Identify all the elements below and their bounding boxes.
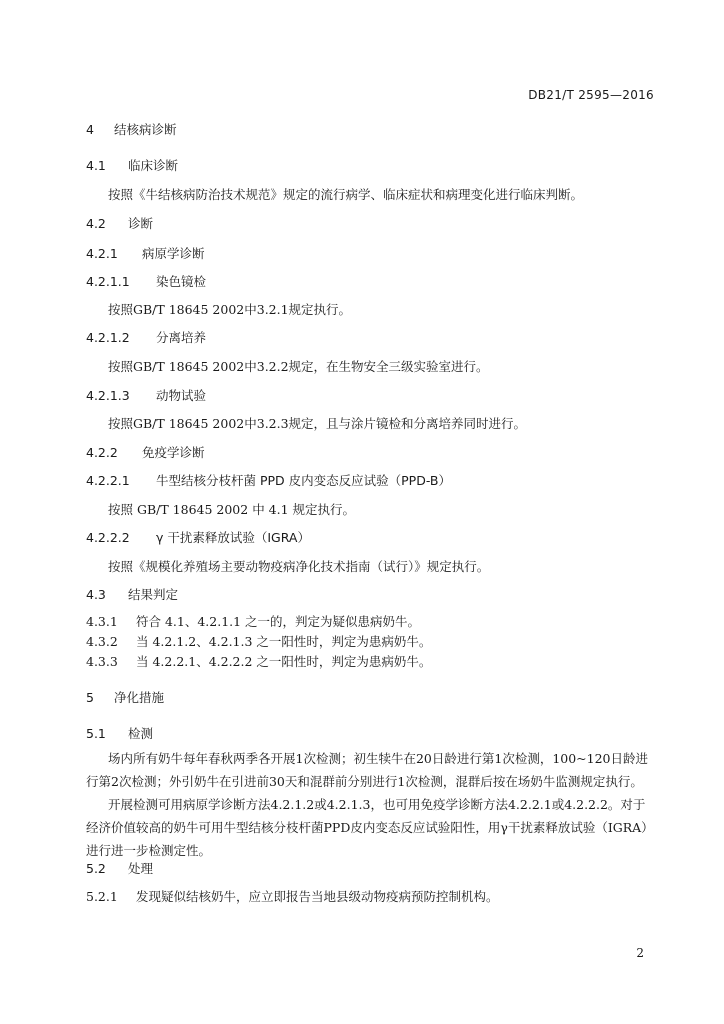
heading-title: 动物试验 <box>156 388 207 403</box>
heading-4-2-1 <box>86 244 656 262</box>
clause-number: 4.3.2 <box>86 634 118 649</box>
clause-text: 发现疑似结核奶牛，应立即报告当地县级动物疫病预防控制机构。 <box>136 889 499 904</box>
heading-title: 结核病诊断 <box>114 122 177 137</box>
heading-number: 5.2 <box>86 861 106 876</box>
heading-5 <box>86 688 656 706</box>
heading-number: 5.1 <box>86 726 106 741</box>
clause-4-3-3 <box>86 652 656 670</box>
heading-4-1 <box>86 156 656 174</box>
paragraph-4-2-1-3: 按照GB/T 18645 2002中3.2.3规定，且与涂片镜检和分离培养同时进行。 <box>108 416 527 431</box>
clause-number: 5.2.1 <box>86 889 118 904</box>
heading-title: 免疫学诊断 <box>142 445 205 460</box>
heading-4-2-2 <box>86 443 656 461</box>
heading-number: 4.2.2.1 <box>86 473 130 488</box>
heading-4-3 <box>86 585 656 603</box>
heading-4 <box>86 120 656 138</box>
paragraph-4-2-2-2: 按照《规模化养殖场主要动物疫病净化技术指南（试行）》规定执行。 <box>108 559 490 574</box>
heading-5-1 <box>86 724 656 742</box>
heading-4-2-1-1 <box>86 272 656 290</box>
heading-number: 4.2.2.2 <box>86 530 130 545</box>
paragraph-4-2-1-2: 按照GB/T 18645 2002中3.2.2规定，在生物安全三级实验室进行。 <box>108 359 489 374</box>
heading-4-2-2-2 <box>86 528 656 546</box>
heading-number: 4.2.1.2 <box>86 330 130 345</box>
clause-number: 4.3.3 <box>86 654 118 669</box>
clause-4-3-2 <box>86 632 656 650</box>
heading-4-2-1-2 <box>86 328 656 346</box>
clause-4-3-1 <box>86 612 656 630</box>
clause-text: 当 4.2.1.2、4.2.1.3 之一阳性时，判定为患病奶牛。 <box>136 634 432 649</box>
heading-title: 诊断 <box>128 216 154 231</box>
heading-title: 结果判定 <box>128 587 179 602</box>
heading-title: 染色镜检 <box>156 274 207 289</box>
paragraph-4-1: 按照《牛结核病防治技术规范》规定的流行病学、临床症状和病理变化进行临床判断。 <box>108 187 584 202</box>
heading-number: 4.2 <box>86 216 106 231</box>
clause-text: 符合 4.1、4.2.1.1 之一的，判定为疑似患病奶牛。 <box>136 614 421 629</box>
heading-number: 4 <box>86 122 94 137</box>
heading-number: 4.3 <box>86 587 106 602</box>
paragraph-5-1-a: 场内所有奶牛每年春秋两季各开展1次检测；初生犊牛在20日龄进行第1次检测，100~120日龄进行第2次检测；外引奶牛在引进前30天和混群前分别进行1次检测，混群后按在场奶牛监测规定执行。 <box>86 751 649 789</box>
heading-number: 4.2.1.1 <box>86 274 130 289</box>
heading-number: 4.1 <box>86 158 106 173</box>
clause-5-2-1 <box>86 887 656 905</box>
paragraph-5-1-b: 开展检测可用病原学诊断方法4.2.1.2或4.2.1.3，也可用免疫学诊断方法4.2.2.1或4.2.2.2。对于经济价值较高的奶牛可用牛型结核分枝杆菌PPD皮内变态反应试验阳性，用γ干扰素释放试验（IGRA）进行进一步检测定性。 <box>86 797 654 858</box>
clause-text: 当 4.2.2.1、4.2.2.2 之一阳性时，判定为患病奶牛。 <box>136 654 432 669</box>
clause-number: 4.3.1 <box>86 614 118 629</box>
heading-title: 牛型结核分枝杆菌 PPD 皮内变态反应试验（PPD-B） <box>156 473 451 488</box>
document-code: DB21/T 2595—2016 <box>528 88 654 102</box>
heading-title: 检测 <box>128 726 154 741</box>
heading-title: 分离培养 <box>156 330 207 345</box>
heading-title: 病原学诊断 <box>142 246 205 261</box>
heading-title: γ 干扰素释放试验（IGRA） <box>156 530 310 545</box>
paragraph-4-2-1-1: 按照GB/T 18645 2002中3.2.1规定执行。 <box>108 302 352 317</box>
heading-number: 4.2.1.3 <box>86 388 130 403</box>
heading-title: 临床诊断 <box>128 158 179 173</box>
heading-4-2-2-1 <box>86 471 656 489</box>
heading-5-2 <box>86 859 656 877</box>
heading-title: 净化措施 <box>114 690 165 705</box>
heading-4-2 <box>86 214 656 232</box>
heading-4-2-1-3 <box>86 386 656 404</box>
heading-title: 处理 <box>128 861 154 876</box>
heading-number: 4.2.1 <box>86 246 118 261</box>
page-number: 2 <box>636 946 644 960</box>
paragraph-4-2-2-1: 按照 GB/T 18645 2002 中 4.1 规定执行。 <box>108 502 356 517</box>
heading-number: 5 <box>86 690 94 705</box>
heading-number: 4.2.2 <box>86 445 118 460</box>
